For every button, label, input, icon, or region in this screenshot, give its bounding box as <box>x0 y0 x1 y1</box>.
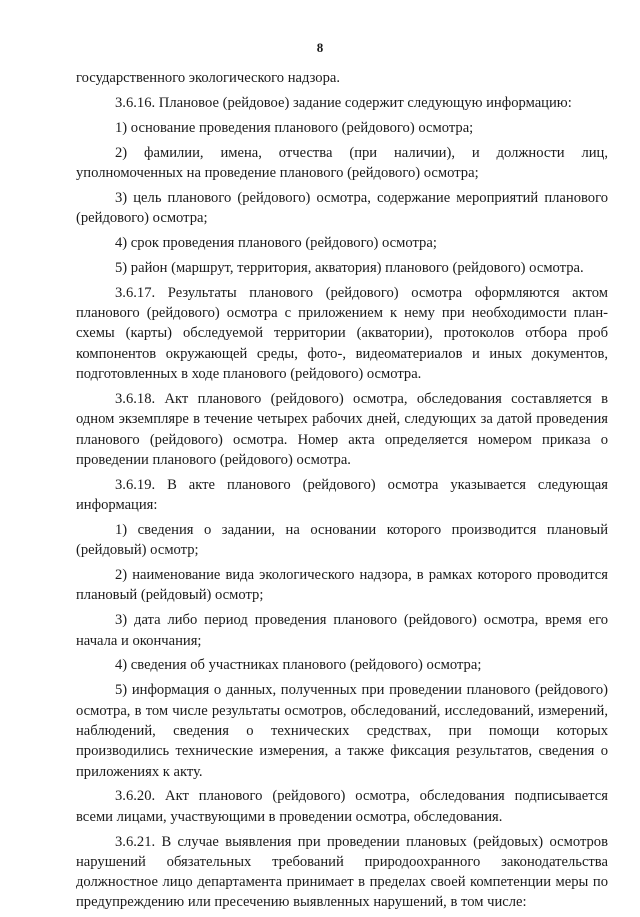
page-number: 8 <box>316 40 324 55</box>
document-body <box>76 68 608 917</box>
paragraph-3-6-17: 3.6.17. Результаты планового (рейдового) осмотра оформляются актом планового (рейдового) осмотра с приложением к нему при необходимости план-схемы (карты) обследуемой территории (акватории), протоколов отбора проб компонентов окружающей среды, фото-, видеоматериалов и иных документов, подготовленных в ходе планового (рейдового) осмотра. <box>76 284 608 383</box>
paragraph-3-6-20: 3.6.20. Акт планового (рейдового) осмотра, обследования подписывается всеми лицами, участвующими в проведении осмотра, обследования. <box>76 788 608 825</box>
list-item-2: 2) фамилии, имена, отчества (при наличии), и должности лиц, уполномоченных на проведение планового (рейдового) осмотра; <box>76 144 608 181</box>
act-item-2: 2) наименование вида экологического надзора, в рамках которого проводится плановый (рейдовый) осмотр; <box>76 567 608 604</box>
paragraph-3-6-16: 3.6.16. Плановое (рейдовое) задание содержит следующую информацию: <box>115 94 572 111</box>
act-item-4: 4) сведения об участниках планового (рейдового) осмотра; <box>115 657 482 674</box>
act-item-3: 3) дата либо период проведения планового (рейдового) осмотра, время его начала и окончания; <box>76 612 608 649</box>
paragraph-3-6-21: 3.6.21. В случае выявления при проведении плановых (рейдовых) осмотров нарушений обязательных требований природоохранного законодательства должностное лицо департамента принимает в пределах своей компетенции меры по предупреждению или пресечению выявленных нарушений, в том числе: <box>76 833 608 911</box>
act-item-5: 5) информация о данных, полученных при проведении планового (рейдового) осмотра, в том числе результаты осмотров, обследований, исследований, измерений, наблюдений, сведения о технических средствах, при помощи которых производились технические измерения, а также фиксация результатов, сведения о приложениях к акту. <box>76 682 608 780</box>
act-item-1: 1) сведения о задании, на основании которого производится плановый (рейдовый) осмотр; <box>76 521 608 559</box>
paragraph-continuation: государственного экологического надзора. <box>76 70 341 86</box>
paragraph-3-6-18: 3.6.18. Акт планового (рейдового) осмотра, обследования составляется в одном экземпляре в течение четырех рабочих дней, следующих за датой проведения планового (рейдового) осмотра. Номер акта определяется номером приказа о проведении планового (рейдового) осмотра. <box>76 390 608 468</box>
list-item-1: 1) основание проведения планового (рейдового) осмотра; <box>115 119 474 136</box>
list-item-3: 3) цель планового (рейдового) осмотра, содержание мероприятий планового (рейдового) осмотра; <box>76 189 608 227</box>
list-item-5: 5) район (маршрут, территория, акватория) планового (рейдового) осмотра. <box>115 259 584 276</box>
list-item-4: 4) срок проведения планового (рейдового) осмотра; <box>115 235 437 252</box>
paragraph-3-6-19: 3.6.19. В акте планового (рейдового) осмотра указывается следующая информация: <box>76 476 608 513</box>
